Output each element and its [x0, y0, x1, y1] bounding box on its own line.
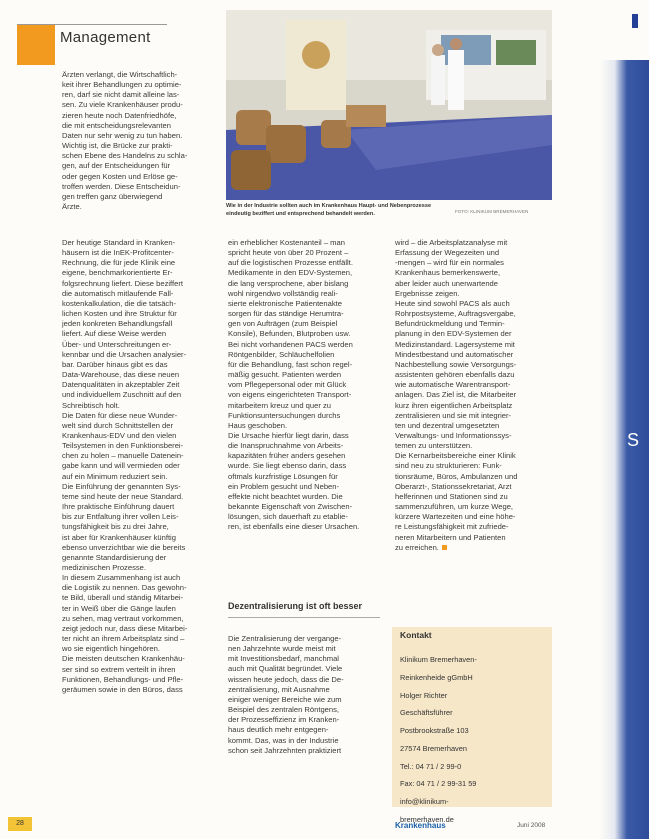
text-line: Über- und Unterschreitungen er-: [62, 339, 172, 349]
text-line: ein Problem gesucht und Neben-: [228, 481, 340, 491]
text-line: temen zu unterstützen.: [395, 441, 473, 451]
text-line: wird – die Arbeitsplatzanalyse mit: [395, 238, 508, 247]
contact-title: Kontakt: [400, 630, 432, 640]
text-line: Röntgenbilder, Schläuchelfolien: [228, 349, 335, 359]
text-line: Funktionen, Behandlungs- und Pfle-: [62, 674, 184, 684]
text-line: Erfassung der Wegezeiten und: [395, 248, 500, 258]
text-line: lösungen, sich dauerhaft zu etablie-: [228, 512, 348, 522]
text-line: Ärzten verlangt, die Wirtschaftlich-: [62, 70, 178, 79]
text-line: die Inanspruchnahme von Arbeits-: [228, 441, 344, 451]
text-line: Ihre praktische Einführung dauert: [62, 502, 175, 512]
text-line: teme sind heute der neue Standard.: [62, 491, 184, 501]
text-line: Wichtig ist, die Brücke zur prakti-: [62, 141, 173, 151]
subheading: Dezentralisierung ist oft besser: [228, 601, 363, 611]
page-number: 28: [8, 817, 32, 831]
text-line: aber leider auch unerwartende: [395, 278, 499, 288]
hospital-corridor-image: [226, 10, 552, 200]
text-line: Rohrpostsysteme, Auftragsvergabe,: [395, 309, 516, 319]
text-line: kurz ihren eigentlichen Arbeitsplatz: [395, 400, 513, 410]
text-line: assistenten gehören ebenfalls dazu: [395, 370, 515, 380]
text-line: gen treffen ganz überwiegend: [62, 191, 163, 201]
text-line: bar. Darüber hinaus gibt es das: [62, 359, 168, 369]
text-line: ter nicht an ihrem Arbeitsplatz sind –: [62, 634, 185, 644]
text-line: planung in den EDV-Systemen der: [395, 329, 512, 339]
text-line: zeigt jedoch nur, dass diese Mitarbei-: [62, 623, 188, 633]
text-line: gabe kann und will vermieden oder: [62, 461, 180, 471]
subheading-rule: [228, 617, 380, 618]
column-3: [395, 238, 550, 553]
text-line: spricht heute von über 20 Prozent –: [228, 248, 349, 258]
text-line: haus deutlich mehr entgegen-: [228, 725, 329, 735]
text-line: Datenqualitäten in akzeptabler Zeit: [62, 380, 180, 390]
text-line: bekannte Eigenschaft von Zwischen-: [228, 502, 353, 512]
text-line: ter in Weiß über die Gänge laufen: [62, 603, 176, 613]
text-line: Rechnung, die für jede Klinik eine: [62, 258, 176, 268]
magazine-name: Krankenhaus: [395, 821, 446, 830]
text-line: zentralisierung, mit Ausnahme: [228, 684, 330, 694]
text-line: troffen werden. Diese Entscheidun-: [62, 181, 181, 191]
text-line: zu erreichen.: [395, 543, 550, 553]
text-line: Krankenhaus bemerkenswerte,: [395, 268, 501, 278]
text-line: wie automatische Warentransport-: [395, 380, 511, 390]
text-line: Schreibtisch holt.: [62, 400, 120, 410]
text-line: Die Daten für diese neue Wunder-: [62, 410, 178, 420]
text-line: info@klinikum-: [400, 796, 449, 806]
text-line: Daten nur sehr wenig zu tun haben.: [62, 130, 183, 140]
text-line: genannte Standardisierung der: [62, 552, 167, 562]
text-line: 27574 Bremerhaven: [400, 743, 467, 753]
text-line: chen zu holen – manuelle Datenein-: [62, 451, 184, 461]
text-line: Der heutige Standard in Kranken-: [62, 238, 176, 247]
text-line: tungsfähigkeit bis zu drei Jahre,: [62, 522, 169, 532]
text-line: ist aber für Krankenhäuser künftig: [62, 532, 176, 542]
text-line: Nachbestellung sowie Versorgungs-: [395, 359, 517, 369]
text-line: einiger weniger Bereiche wie zum: [228, 694, 342, 704]
text-line: oder gegen Kosten und Erlöse ge-: [62, 171, 178, 181]
text-line: schon seit Jahrzehnten praktiziert: [228, 745, 342, 755]
text-line: sind neu zu strukturieren: Funk-: [395, 461, 502, 471]
text-line: mit Investitionsbedarf, manchmal: [228, 654, 339, 664]
text-line: Heute sind sowohl PACS als auch: [395, 298, 510, 308]
intro-column: [62, 70, 212, 212]
text-line: neren Mitarbeitern und Patienten: [395, 532, 506, 542]
text-line: bremerhaven.de: [400, 814, 454, 824]
text-line: zu sehen, mag vertraut vorkommen,: [62, 613, 184, 623]
text-line: welt sind durch Schnittstellen der: [62, 420, 174, 430]
text-line: Medizinstandard. Lagersysteme mit: [395, 339, 515, 349]
text-line: eigene, benchmarkorientierte Er-: [62, 268, 173, 278]
text-line: und individuellem Zuschnitt auf den: [62, 390, 182, 400]
text-line: Teilsystemen in den Funktionsberei-: [62, 441, 184, 451]
text-line: Tel.: 04 71 / 2 99-0: [400, 761, 462, 771]
text-line: liefert. Auf diese Weise werden: [62, 329, 167, 339]
text-line: die Logistik zu nennen. Das gewohn-: [62, 583, 187, 593]
text-line: sen. Zu viele Krankenhäuser produ-: [62, 100, 183, 110]
text-line: Oberarzt-, Stationssekretariat, Arzt: [395, 481, 512, 491]
text-line: Ärzte.: [62, 202, 82, 212]
text-line: sierte elektronische Patientenakte: [228, 298, 342, 308]
text-line: mäßig gesucht. Patienten werden: [228, 370, 342, 380]
text-line: kommt. Das, was in der Industrie: [228, 735, 339, 745]
text-line: tionsräume, Büros, Ambulanzen und: [395, 471, 518, 481]
text-line: kostenkalkulation, die die tatsäch-: [62, 298, 176, 308]
contact-details: [400, 648, 550, 832]
text-line: wo sie eigentlich hingehören.: [62, 644, 160, 654]
text-line: von eigens eingerichteten Transport-: [228, 390, 352, 400]
text-line: Data-Warehouse, das diese neuen: [62, 370, 180, 380]
text-line: vom Pflegepersonal oder mit Glück: [228, 380, 347, 390]
text-line: kennbar und die Ursachen analysier-: [62, 349, 187, 359]
text-line: wohl nirgendwo vollständig reali-: [228, 288, 338, 298]
text-line: helferinnen und Stationen sind zu: [395, 491, 508, 501]
text-line: die mit entscheidungsrelevanten: [62, 120, 171, 130]
text-line: gen von Aufträgen (zum Beispiel: [228, 319, 338, 329]
text-line: auch mit Qualität begründet. Viele: [228, 664, 343, 674]
text-line: Ergebnisse zeigen.: [395, 288, 460, 298]
text-line: keit ihrer Behandlungen zu optimie-: [62, 80, 182, 90]
text-line: Fax: 04 71 / 2 99-31 59: [400, 779, 477, 789]
text-line: ren, ist ebenfalls eine dieser Ursachen.: [228, 522, 360, 532]
text-line: nen Jahrzehnte wurde meist mit: [228, 644, 336, 654]
text-line: auf ein Minimum reduziert sein.: [62, 471, 168, 481]
text-line: Die Ursache hierfür liegt darin, dass: [228, 430, 349, 440]
photo-caption: Wie in der Industrie sollten auch im Krankenhaus Haupt- und Nebenprozesse eindeutig beziffert und entsprechend behandelt werden.: [226, 203, 432, 217]
text-line: medizinischen Prozesse.: [62, 563, 146, 572]
text-line: jeden konkreten Behandlungsfall: [62, 319, 173, 329]
text-line: der Prozesseffizienz im Kranken-: [228, 715, 340, 725]
text-line: die automatisch mitlaufende Fall-: [62, 288, 174, 298]
text-line: te Bild, überall und ständig Mitarbei-: [62, 593, 184, 603]
text-line: wissen heute jedoch, dass die De-: [228, 674, 344, 684]
page-edge-marker: [632, 14, 638, 28]
hospital-photo: [226, 10, 552, 200]
text-line: wurde. Sie liegt ebenso darin, dass: [228, 461, 347, 471]
text-line: Geschäftsführer: [400, 708, 453, 718]
text-line: effekte nicht beachtet wurden. Die: [228, 491, 343, 501]
text-line: Holger Richter: [400, 690, 448, 700]
text-line: ebenso unverzichtbar wie die bereits: [62, 542, 186, 552]
spine-letter: S: [627, 430, 640, 450]
text-line: kürzere Wartezeiten und eine höhe-: [395, 512, 516, 522]
text-line: Reinkenheide gGmbH: [400, 673, 473, 683]
column-2-continued: [228, 634, 378, 756]
text-line: lichen Kosten und ihre Struktur für: [62, 309, 177, 319]
text-line: Mindestbestand und automatischer: [395, 349, 514, 359]
text-line: zentralisieren und sie mit integrier-: [395, 410, 512, 420]
text-line: schen Ebene des Handelns zu schla-: [62, 151, 188, 161]
text-line: Die Kernarbeitsbereiche einer Klinik: [395, 451, 516, 461]
text-line: bis zur Entfaltung ihrer vollen Leis-: [62, 512, 179, 522]
text-line: mitarbeitern kreuz und quer zu: [228, 400, 331, 410]
text-line: sorgen für das ständige Herumtra-: [228, 309, 344, 319]
section-title: Management: [60, 29, 151, 46]
text-line: Postbrookstraße 103: [400, 726, 469, 736]
issue-date: Juni 2008: [517, 822, 546, 829]
text-line: Bei nicht vorhandenen PACS werden: [228, 339, 353, 349]
text-line: Verwaltungs- und Informationssys-: [395, 430, 512, 440]
text-line: re Leistungsfähigkeit mit zufriede-: [395, 522, 509, 532]
column-1: [62, 238, 212, 695]
text-line: Krankenhaus-EDV und den vielen: [62, 430, 177, 440]
text-line: Haus geschoben.: [228, 420, 288, 430]
text-line: ren, darf sie nicht damit alleine las-: [62, 90, 180, 100]
text-line: zieren heute noch Datenfriedhöfe,: [62, 110, 177, 120]
text-line: Die Einführung der genannten Sys-: [62, 481, 181, 491]
text-line: kapazitäten früher anders gesehen: [228, 451, 346, 461]
text-line: die lang versprochene, aber bislang: [228, 278, 349, 288]
text-line: ten und dezentral umgesetzten: [395, 420, 500, 430]
text-line: folgsrechnung liefert. Diese beziffert: [62, 278, 184, 288]
text-line: Beispiel des zentralen Röntgens,: [228, 705, 340, 715]
text-line: In diesem Zusammenhang ist auch: [62, 573, 181, 583]
text-line: geräumen sowie in den Büros, dass: [62, 684, 183, 694]
text-line: Funktionsuntersuchungen durchs: [228, 410, 341, 420]
text-line: häusern ist die InEK-Profitcenter-: [62, 248, 174, 258]
text-line: Medikamente in den EDV-Systemen,: [228, 268, 353, 278]
section-color-block: [17, 25, 55, 65]
photo-credit: FOTO: KLINIKUM BREMERHAVEN: [455, 209, 529, 214]
text-line: Befundrückmeldung und Termin-: [395, 319, 505, 329]
text-line: Die Zentralisierung der vergange-: [228, 634, 342, 643]
column-2: [228, 238, 378, 533]
text-line: oftmals kurzfristige Lösungen für: [228, 471, 338, 481]
adjacent-page-spine: [600, 60, 649, 839]
text-line: Klinikum Bremerhaven-: [400, 655, 477, 665]
text-line: anlagen. Das Ziel ist, die Mitarbeiter: [395, 390, 517, 400]
text-line: Die meisten deutschen Krankenhäu-: [62, 654, 185, 664]
text-line: ein erheblicher Kostenanteil – man: [228, 238, 345, 247]
text-line: auf die logistischen Prozesse entfällt.: [228, 258, 353, 268]
text-line: für die Behandlung, fast schon regel-: [228, 359, 353, 369]
text-line: -mengen – wird für ein normales: [395, 258, 504, 268]
text-line: Konsile), Befunden, Blutproben usw.: [228, 329, 351, 339]
end-mark-icon: [442, 545, 447, 550]
text-line: ser sind so extrem verteilt in ihren: [62, 664, 176, 674]
text-line: gen, auf der Entscheidungen für: [62, 161, 171, 171]
text-line: sammenzuführen, um kurze Wege,: [395, 502, 514, 512]
